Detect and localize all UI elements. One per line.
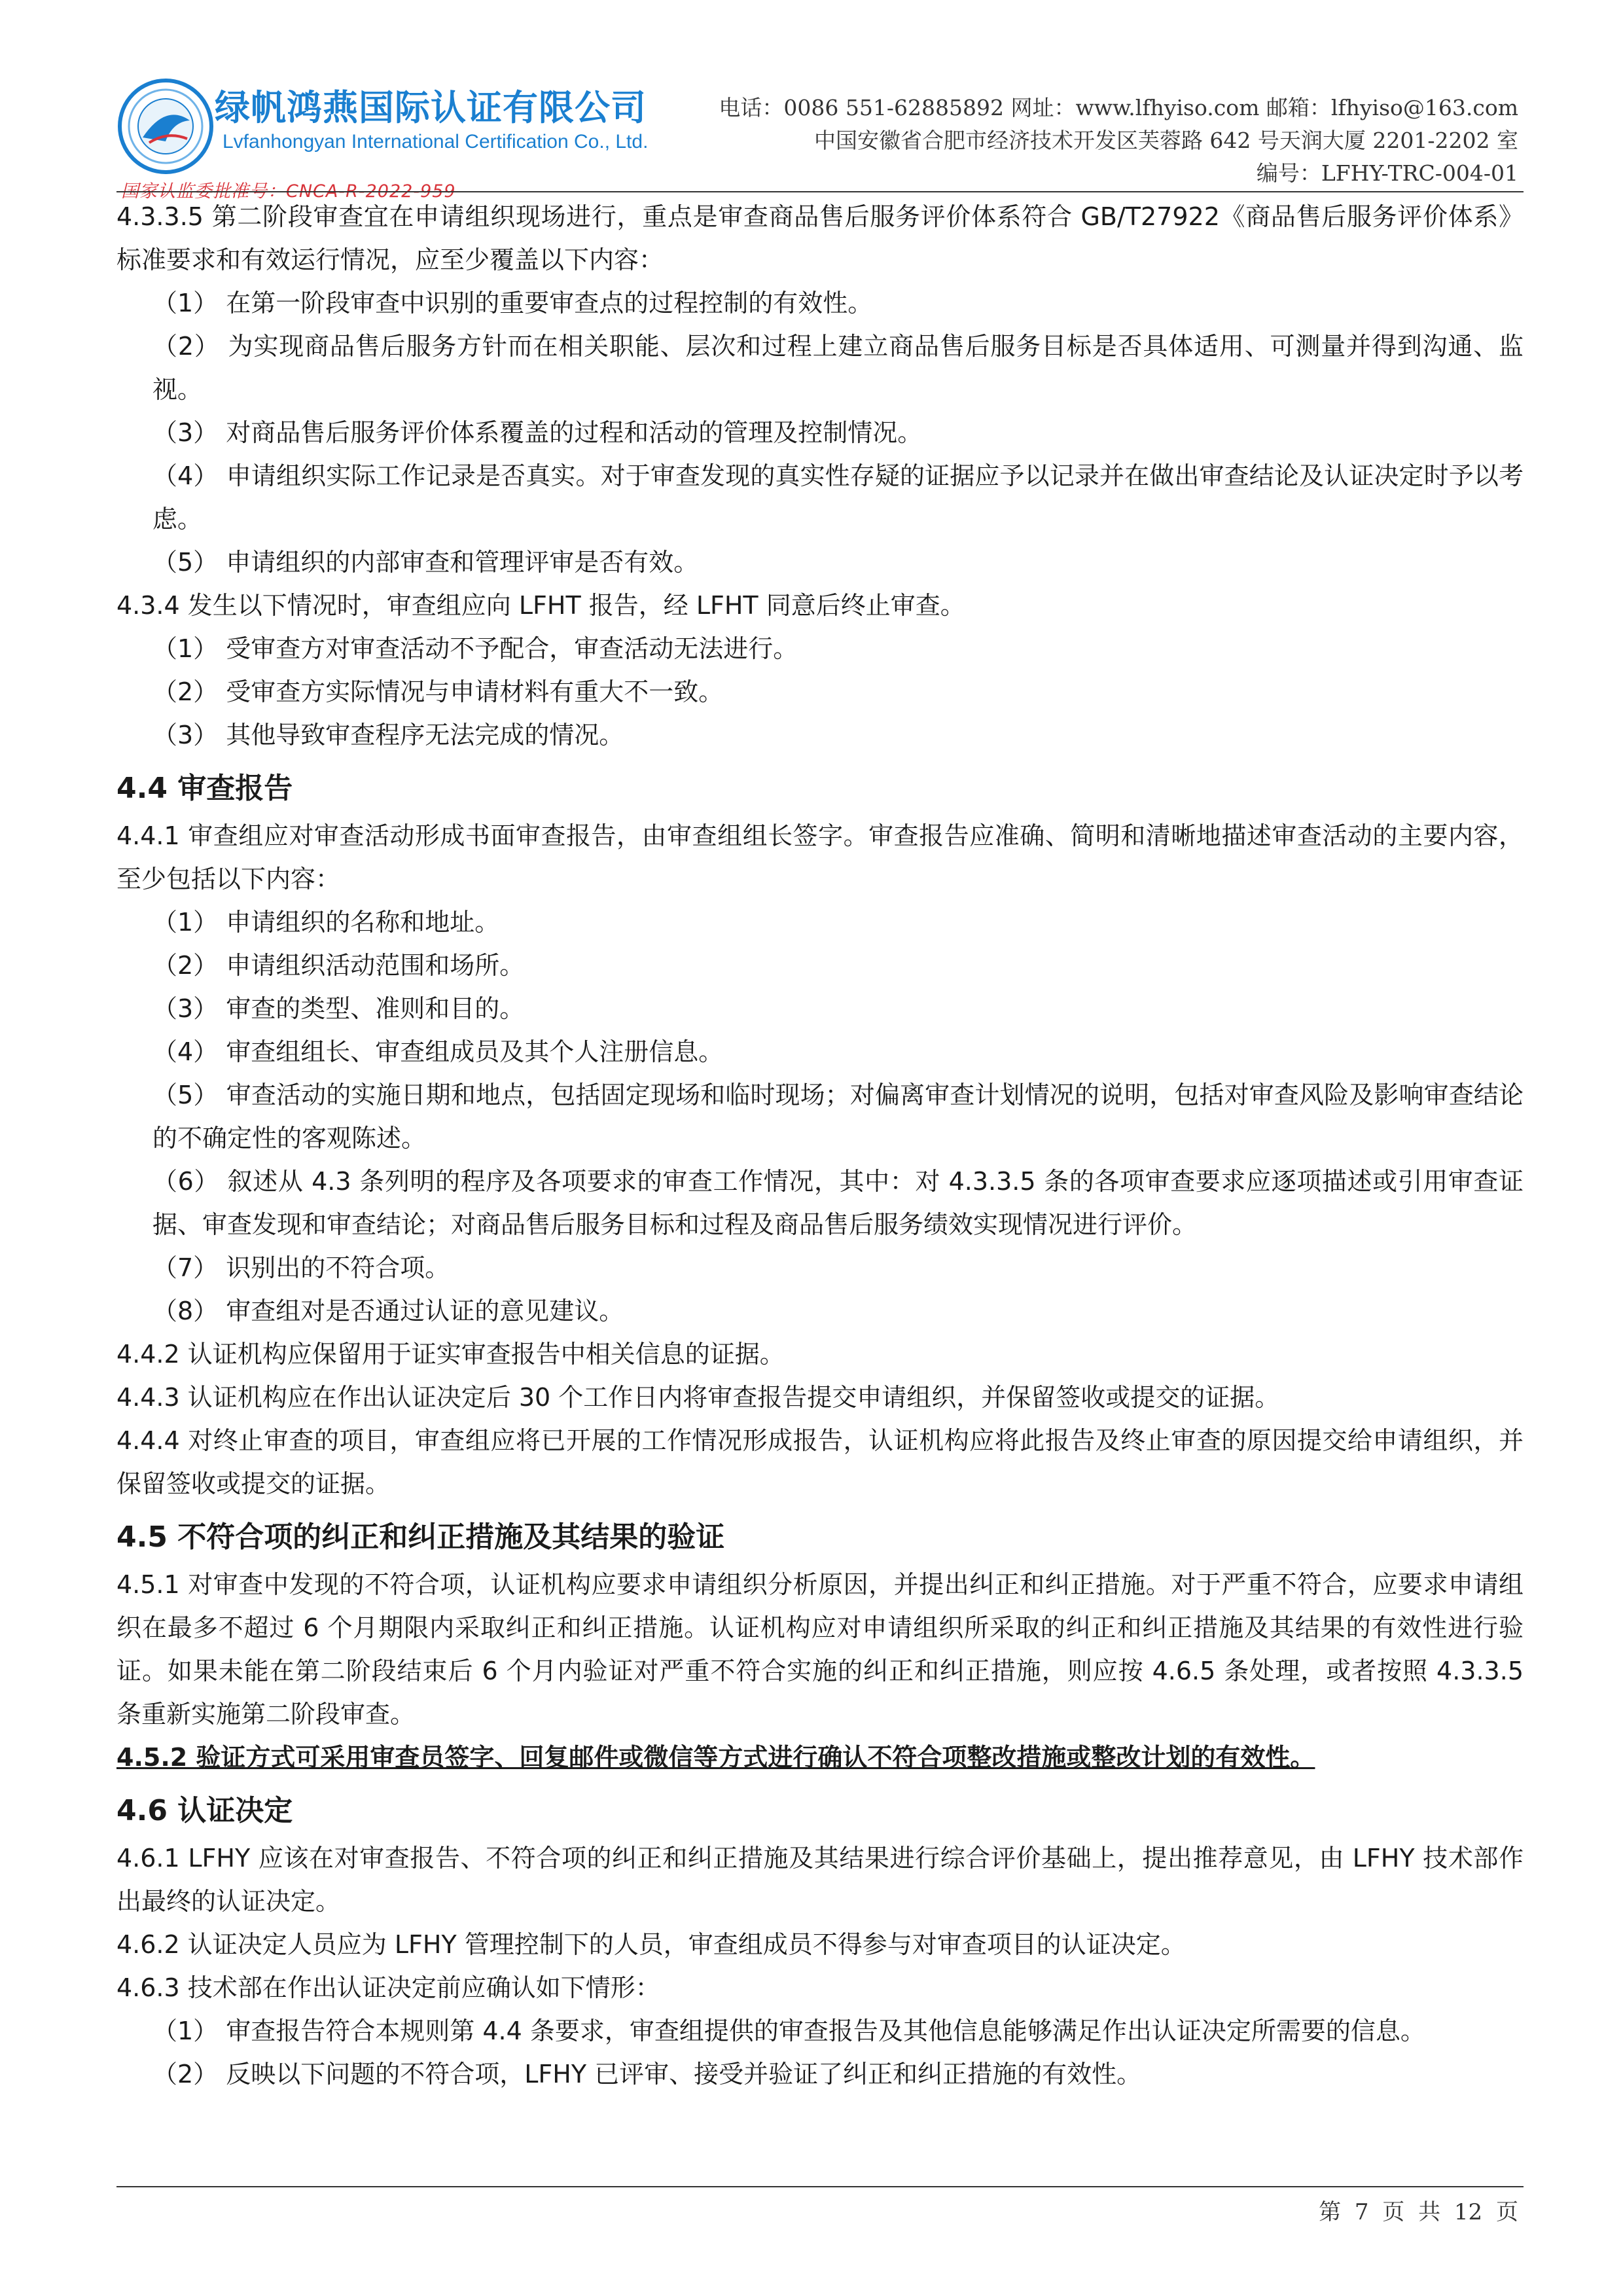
list-item: （4） 审查组组长、审查组成员及其个人注册信息。	[152, 1037, 724, 1066]
approval-number: 国家认监委批准号：CNCA-R-2022-959	[121, 181, 456, 202]
paragraph-4-4-4: 4.4.4 对终止审查的项目，审查组应将已开展的工作情况形成报告，认证机构应将此报告及终止审查的原因提交给申请组织，并保留签收或提交的证据。	[116, 1426, 1524, 1498]
paragraph-4-4-3: 4.4.3 认证机构应在作出认证决定后 30 个工作日内将审查报告提交申请组织，并保留签收或提交的证据。	[116, 1383, 1280, 1412]
list-item: （2） 反映以下问题的不符合项，LFHY 已评审、接受并验证了纠正和纠正措施的有效性。	[152, 2060, 1142, 2089]
paragraph-4-3-3-5: 4.3.3.5 第二阶段审查宜在申请组织现场进行，重点是审查商品售后服务评价体系符合 GB/T27922《商品售后服务评价体系》标准要求和有效运行情况，应至少覆盖以下内容：	[116, 202, 1524, 274]
contact-line-phone: 电话：0086 551-62885892 网址：www.lfhyiso.com 邮箱：lfhyiso@163.com	[719, 95, 1518, 120]
list-item: （3） 其他导致审查程序无法完成的情况。	[152, 721, 624, 749]
company-name-cn: 绿帆鸿燕国际认证有限公司	[215, 87, 647, 128]
list-item: （4） 申请组织实际工作记录是否真实。对于审查发现的真实性存疑的证据应予以记录并在做出审查结论及认证决定时予以考虑。	[152, 461, 1524, 533]
section-heading-4-6: 4.6 认证决定	[116, 1794, 293, 1827]
list-item: （1） 在第一阶段审查中识别的重要审查点的过程控制的有效性。	[152, 289, 873, 317]
list-item: （1） 审查报告符合本规则第 4.4 条要求，审查组提供的审查报告及其他信息能够满足作出认证决定所需要的信息。	[152, 2017, 1425, 2045]
paragraph-4-4-2: 4.4.2 认证机构应保留用于证实审查报告中相关信息的证据。	[116, 1340, 785, 1369]
list-item: （5） 审查活动的实施日期和地点，包括固定现场和临时现场；对偏离审查计划情况的说明，包括对审查风险及影响审查结论的不确定性的客观陈述。	[152, 1081, 1524, 1153]
list-item: （2） 为实现商品售后服务方针而在相关职能、层次和过程上建立商品售后服务目标是否具体适用、可测量并得到沟通、监视。	[152, 332, 1524, 404]
contact-line-address: 中国安徽省合肥市经济技术开发区芙蓉路 642 号天润大厦 2201-2202 室	[813, 128, 1518, 153]
list-item: （5） 申请组织的内部审查和管理评审是否有效。	[152, 548, 699, 577]
footer-divider	[116, 2186, 1524, 2187]
document-code: 编号：LFHY-TRC-004-01	[1256, 160, 1518, 186]
paragraph-4-5-1: 4.5.1 对审查中发现的不符合项，认证机构应要求申请组织分析原因，并提出纠正和纠正措施。对于严重不符合，应要求申请组织在最多不超过 6 个月期限内采取纠正和纠正措施。认证机构应对申请组织所采取的纠正和纠正措施及其结果的有效性进行验证。如果未能在第二阶段结束后 6 个月内验证对严重不符合实施的纠正和纠正措施，则应按 4.6.5 条处理，或者按照 4.3.3.5 条重新实施第二阶段审查。	[116, 1570, 1524, 1729]
list-item: （7） 识别出的不符合项。	[152, 1253, 450, 1282]
document-body	[116, 195, 1524, 2096]
company-logo-icon	[116, 77, 215, 175]
section-heading-4-4: 4.4 审查报告	[116, 772, 293, 805]
paragraph-4-5-2: 4.5.2 验证方式可采用审查员签字、回复邮件或微信等方式进行确认不符合项整改措施或整改计划的有效性。	[116, 1743, 1315, 1772]
list-item: （1） 受审查方对审查活动不予配合，审查活动无法进行。	[152, 634, 798, 663]
list-item: （3） 审查的类型、准则和目的。	[152, 994, 525, 1023]
list-item: （6） 叙述从 4.3 条列明的程序及各项要求的审查工作情况，其中：对 4.3.3.5 条的各项审查要求应逐项描述或引用审查证据、审查发现和审查结论；对商品售后服务目标和过程及商品售后服务绩效实现情况进行评价。	[152, 1167, 1524, 1239]
paragraph-4-4-1: 4.4.1 审查组应对审查活动形成书面审查报告，由审查组组长签字。审查报告应准确、简明和清晰地描述审查活动的主要内容，至少包括以下内容：	[116, 821, 1524, 893]
contact-block	[719, 92, 1518, 190]
page-number: 第 7 页 共 12 页	[1319, 2199, 1518, 2225]
list-item: （2） 受审查方实际情况与申请材料有重大不一致。	[152, 677, 724, 706]
paragraph-4-6-3: 4.6.3 技术部在作出认证决定前应确认如下情形：	[116, 1973, 660, 2002]
header-divider	[116, 191, 1524, 192]
company-name-en: Lvfanhongyan International Certification Co., Ltd.	[223, 131, 649, 152]
section-heading-4-5: 4.5 不符合项的纠正和纠正措施及其结果的验证	[116, 1520, 725, 1554]
list-item: （8） 审查组对是否通过认证的意见建议。	[152, 1297, 624, 1325]
list-item: （3） 对商品售后服务评价体系覆盖的过程和活动的管理及控制情况。	[152, 418, 923, 447]
list-item: （1） 申请组织的名称和地址。	[152, 908, 500, 937]
paragraph-4-3-4: 4.3.4 发生以下情况时，审查组应向 LFHT 报告，经 LFHT 同意后终止审查。	[116, 591, 965, 620]
paragraph-4-6-1: 4.6.1 LFHY 应该在对审查报告、不符合项的纠正和纠正措施及其结果进行综合评价基础上，提出推荐意见，由 LFHY 技术部作出最终的认证决定。	[116, 1844, 1524, 1916]
list-item: （2） 申请组织活动范围和场所。	[152, 951, 525, 980]
paragraph-4-6-2: 4.6.2 认证决定人员应为 LFHY 管理控制下的人员，审查组成员不得参与对审查项目的认证决定。	[116, 1930, 1186, 1959]
page-header	[0, 0, 1623, 202]
